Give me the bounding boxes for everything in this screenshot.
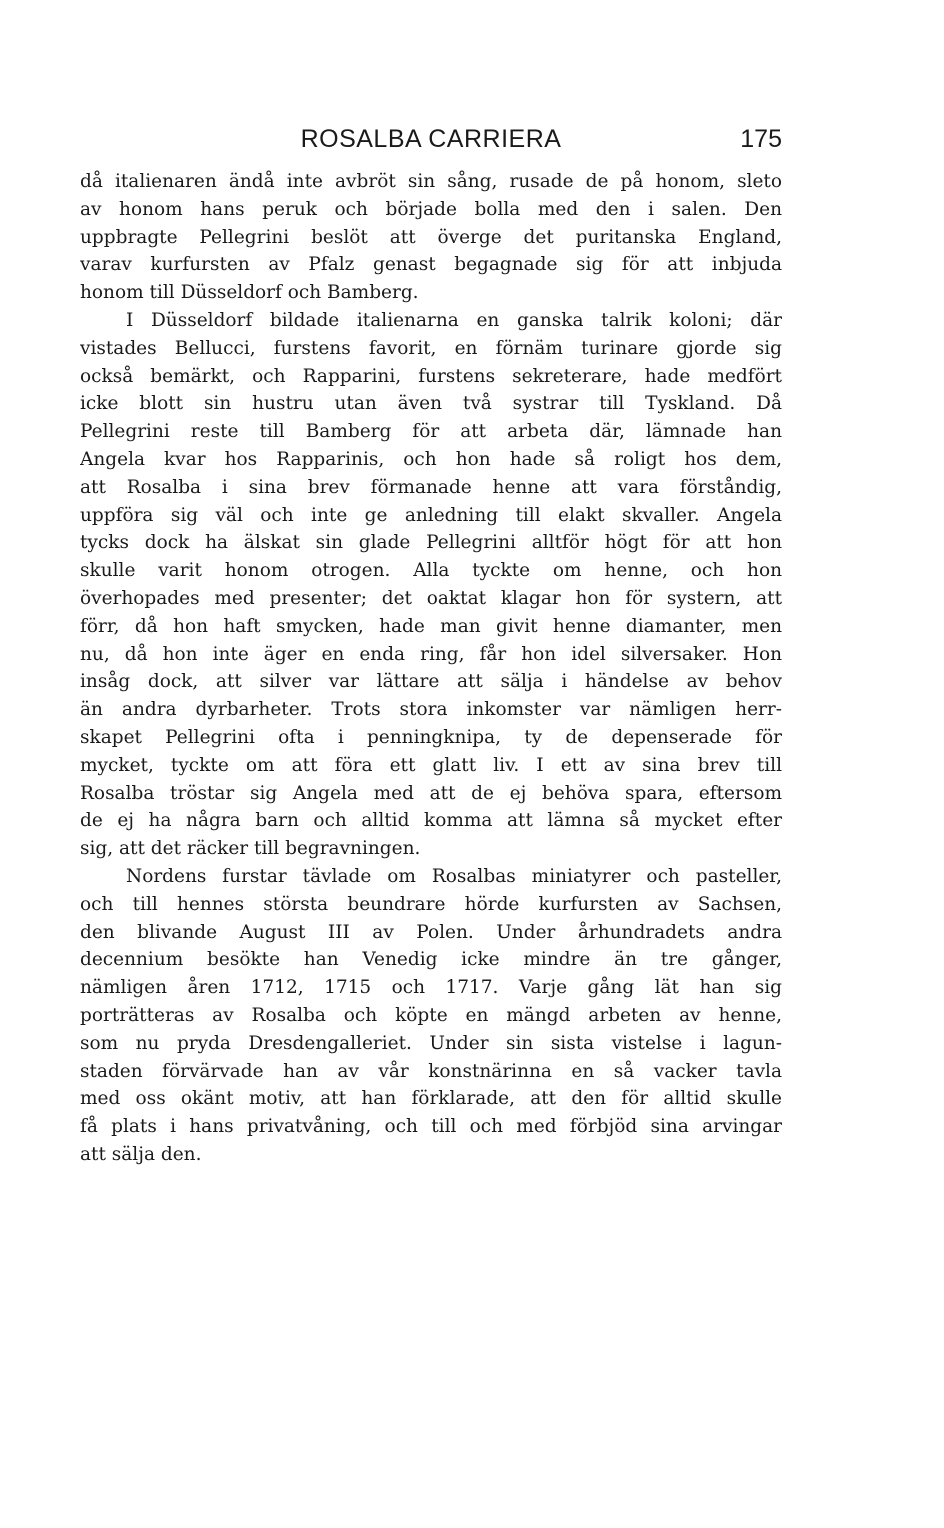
page-number: 175: [740, 125, 782, 153]
text-line: av honom hans peruk och började bolla med den i salen. Den: [80, 198, 782, 220]
text-line: mycket, tyckte om att föra ett glatt liv. I ett av sina brev till: [80, 754, 782, 776]
text-line: Nordens furstar tävlade om Rosalbas miniatyrer och pasteller,: [126, 865, 782, 887]
text-line: som nu pryda Dresdengalleriet. Under sin sista vistelse i lagun-: [80, 1032, 782, 1054]
text-line: skulle varit honom otrogen. Alla tyckte om henne, och hon: [80, 560, 782, 582]
text-line: skapet Pellegrini ofta i penningknipa, ty de depenserade för: [80, 726, 782, 748]
running-title: ROSALBA CARRIERA: [300, 125, 562, 153]
text-line: uppbragte Pellegrini beslöt att överge det puritanska England,: [80, 226, 782, 248]
text-line: honom till Düsseldorf och Bamberg.: [80, 282, 419, 304]
text-line: tycks dock ha älskat sin glade Pellegrini alltför högt för att hon: [80, 532, 782, 554]
text-line: få plats i hans privatvåning, och till och med förbjöd sina arvingar: [80, 1116, 782, 1138]
paragraph: [80, 168, 782, 307]
text-line: sig, att det räcker till begravningen.: [80, 838, 421, 860]
text-line: att sälja den.: [80, 1143, 202, 1165]
text-line: porträtteras av Rosalba och köpte en mängd arbeten av henne,: [80, 1004, 782, 1026]
text-line: icke blott sin hustru utan även två systrar till Tyskland. Då: [80, 393, 782, 415]
paragraph: [80, 307, 782, 863]
text-line: och till hennes största beundrare hörde kurfursten av Sachsen,: [80, 893, 782, 915]
text-line: att Rosalba i sina brev förmanade henne att vara förståndig,: [80, 476, 782, 498]
text-line: med oss okänt motiv, att han förklarade, att den för alltid skulle: [80, 1088, 782, 1110]
text-line: förr, då hon haft smycken, hade man givit henne diamanter, men: [80, 615, 782, 637]
text-line: den blivande August III av Polen. Under århundradets andra: [80, 921, 782, 943]
text-line: insåg dock, att silver var lättare att sälja i händelse av behov: [80, 671, 782, 693]
text-line: uppföra sig väl och inte ge anledning till elakt skvaller. Angela: [80, 504, 782, 526]
text-line: nämligen åren 1712, 1715 och 1717. Varje gång lät han sig: [80, 977, 782, 999]
text-line: överhopades med presenter; det oaktat klagar hon för systern, att: [80, 587, 782, 609]
text-line: de ej ha några barn och alltid komma att lämna så mycket efter: [80, 810, 782, 832]
text-line: I Düsseldorf bildade italienarna en ganska talrik koloni; där: [126, 309, 782, 331]
text-line: också bemärkt, och Rapparini, furstens sekreterare, hade medfört: [80, 365, 782, 387]
text-line: Rosalba tröstar sig Angela med att de ej behöva spara, eftersom: [80, 782, 782, 804]
running-head: [80, 124, 782, 154]
text-line: staden förvärvade han av vår konstnärinna en så vacker tavla: [80, 1060, 782, 1082]
text-line: decennium besökte han Venedig icke mindre än tre gånger,: [80, 949, 782, 971]
text-line: då italienaren ändå inte avbröt sin sång, rusade de på honom, sleto: [80, 171, 782, 192]
text-line: vistades Bellucci, furstens favorit, en förnäm turinare gjorde sig: [80, 337, 782, 359]
text-line: nu, då hon inte äger en enda ring, får hon idel silversaker. Hon: [80, 643, 782, 665]
text-line: varav kurfursten av Pfalz genast begagnade sig för att inbjuda: [80, 254, 782, 276]
text-line: Pellegrini reste till Bamberg för att arbeta där, lämnade han: [80, 421, 782, 443]
text-line: Angela kvar hos Rapparinis, och hon hade så roligt hos dem,: [80, 448, 782, 470]
paragraph: [80, 863, 782, 1169]
body-text: [80, 168, 782, 1169]
text-line: än andra dyrbarheter. Trots stora inkomster var nämligen herr-: [80, 699, 782, 721]
